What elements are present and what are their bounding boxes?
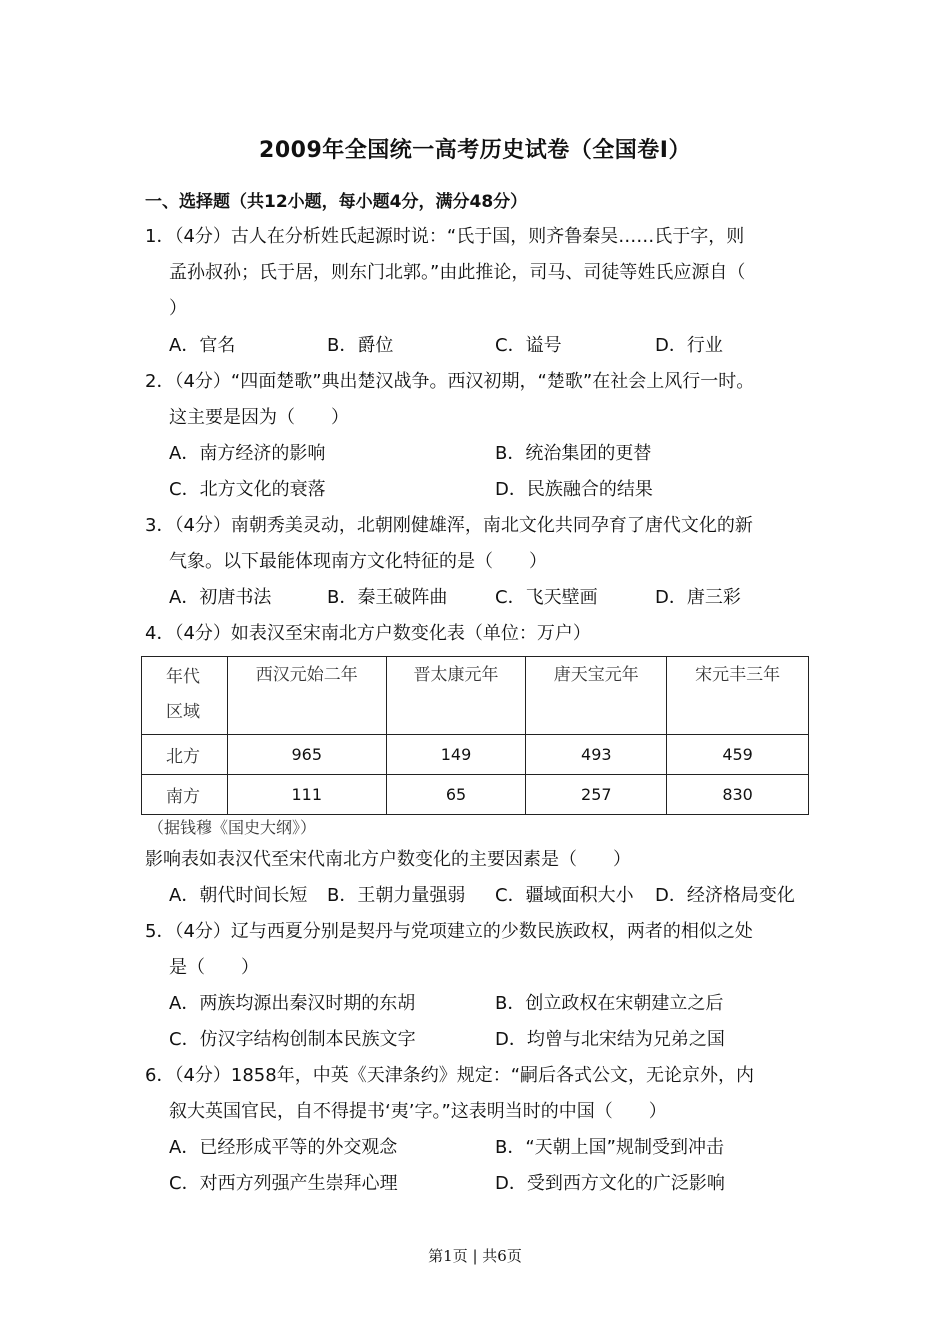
table-cell: 111 [227,775,386,815]
table-row [142,735,809,775]
table-cell: 830 [667,775,809,815]
table-cell: 965 [227,735,386,775]
q3-option-c: C．飞天壁画 [495,587,598,608]
table-cell: 493 [526,735,667,775]
q5-option-d: D．均曾与北宋结为兄弟之国 [495,1029,725,1050]
household-table [141,656,809,815]
q1-option-d: D．行业 [655,335,723,356]
q3-option-b: B．秦王破阵曲 [327,587,448,608]
table-cell: 257 [526,775,667,815]
page-title: 2009年全国统一高考历史试卷（全国卷Ⅰ） [259,138,691,163]
q5-option-b: B．创立政权在宋朝建立之后 [495,993,724,1014]
question-1-line-2: 孟孙叔孙；氏于居，则东门北郭。”由此推论，司马、司徒等姓氏应源自（ [169,262,746,283]
question-3-line-2: 气象。以下最能体现南方文化特征的是（ ） [169,551,547,572]
table-cell: 65 [386,775,526,815]
q3-option-a: A．初唐书法 [169,587,272,608]
table-header-row [142,657,809,735]
q5-option-a: A．两族均源出秦汉时期的东胡 [169,993,416,1014]
table-source: （据钱穆《国史大纲》） [148,818,317,837]
table-row-label: 南方 [142,775,228,815]
q1-option-c: C．谥号 [495,335,562,356]
q1-option-a: A．官名 [169,335,236,356]
q4-option-b: B．王朝力量强弱 [327,885,466,906]
question-4-line-1: 4．（4分）如表汉至宋南北方户数变化表（单位：万户） [145,623,591,644]
table-row [142,775,809,815]
question-6-line-1: 6．（4分）1858年，中英《天津条约》规定：“嗣后各式公文，无论京外，内 [145,1065,755,1086]
q4-option-c: C．疆域面积大小 [495,885,634,906]
page-footer: 第1页 | 共6页 [428,1247,522,1265]
question-2-line-2: 这主要是因为（ ） [169,407,349,428]
question-1-line-1: 1．（4分）古人在分析姓氏起源时说：“氏于国，则齐鲁秦吴……氏于字，则 [145,226,745,247]
q3-option-d: D．唐三彩 [655,587,741,608]
q6-option-c: C．对西方列强产生崇拜心理 [169,1173,398,1194]
table-col-header: 唐天宝元年 [526,657,667,735]
question-2-line-1: 2．（4分）“四面楚歌”典出楚汉战争。西汉初期，“楚歌”在社会上风行一时。 [145,371,755,392]
table-col-header: 宋元丰三年 [667,657,809,735]
q4-option-d: D．经济格局变化 [655,885,795,906]
table-corner-cell [142,657,228,735]
corner-label-year: 年代 [166,667,200,687]
question-5-line-1: 5．（4分）辽与西夏分别是契丹与党项建立的少数民族政权，两者的相似之处 [145,921,753,942]
q6-option-b: B．“天朝上国”规制受到冲击 [495,1137,724,1158]
q6-option-d: D．受到西方文化的广泛影响 [495,1173,725,1194]
section-heading: 一、选择题（共12小题，每小题4分，满分48分） [145,192,528,212]
table-col-header: 晋太康元年 [386,657,526,735]
q5-option-c: C．仿汉字结构创制本民族文字 [169,1029,416,1050]
q4-option-a: A．朝代时间长短 [169,885,308,906]
q1-option-b: B．爵位 [327,335,394,356]
q2-option-d: D．民族融合的结果 [495,479,653,500]
question-3-line-1: 3．（4分）南朝秀美灵动，北朝刚健雄浑，南北文化共同孕育了唐代文化的新 [145,515,753,536]
table-row-label: 北方 [142,735,228,775]
q2-option-a: A．南方经济的影响 [169,443,326,464]
table-col-header: 西汉元始二年 [227,657,386,735]
q2-option-b: B．统治集团的更替 [495,443,652,464]
table-cell: 149 [386,735,526,775]
question-6-line-2: 叙大英国官民，自不得提书‘夷’字。”这表明当时的中国（ ） [169,1101,667,1122]
corner-label-region: 区域 [166,702,200,722]
question-4-stem: 影响表如表汉代至宋代南北方户数变化的主要因素是（ ） [145,849,631,870]
q6-option-a: A．已经形成平等的外交观念 [169,1137,398,1158]
question-1-line-3: ） [169,298,187,319]
table-cell: 459 [667,735,809,775]
q2-option-c: C．北方文化的衰落 [169,479,326,500]
question-5-line-2: 是（ ） [169,957,259,978]
